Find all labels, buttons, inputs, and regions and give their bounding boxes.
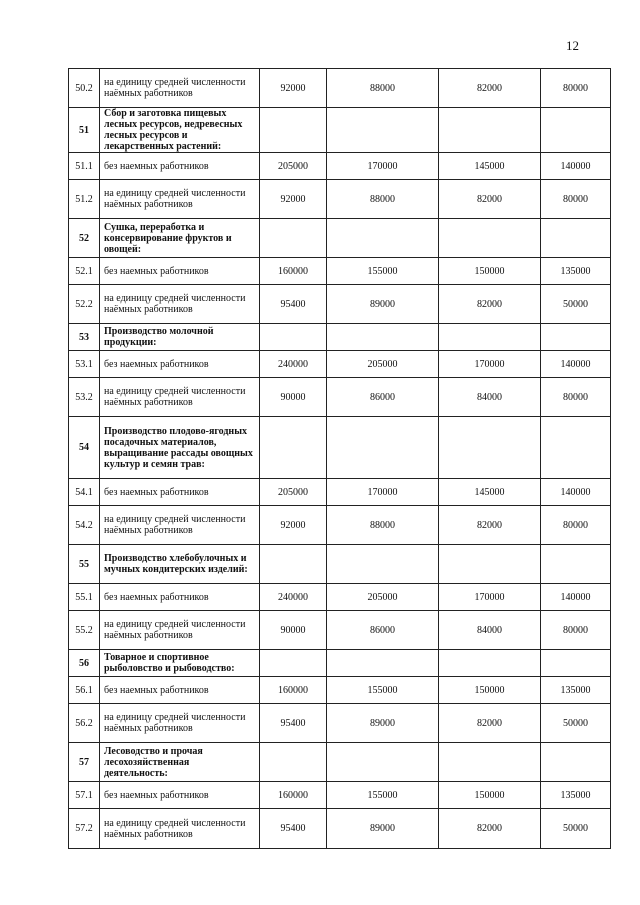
value-cell: 140000 bbox=[541, 479, 611, 506]
value-cell bbox=[260, 417, 327, 479]
value-cell: 88000 bbox=[327, 506, 439, 545]
row-name: на единицу средней численности наёмных работников bbox=[100, 285, 260, 324]
value-cell: 82000 bbox=[439, 506, 541, 545]
value-cell bbox=[541, 108, 611, 153]
value-cell: 88000 bbox=[327, 180, 439, 219]
value-cell: 155000 bbox=[327, 258, 439, 285]
value-cell: 86000 bbox=[327, 611, 439, 650]
table-row bbox=[69, 417, 611, 479]
row-number: 57.1 bbox=[69, 782, 100, 809]
value-cell: 150000 bbox=[439, 258, 541, 285]
row-name: Лесоводство и прочая лесохозяйственная деятельность: bbox=[100, 743, 260, 782]
row-number: 52.2 bbox=[69, 285, 100, 324]
row-number: 52 bbox=[69, 219, 100, 258]
row-name: Сбор и заготовка пищевых лесных ресурсов, недревесных лесных ресурсов и лекарственных растений: bbox=[100, 108, 260, 153]
table-row bbox=[69, 545, 611, 584]
value-cell bbox=[541, 417, 611, 479]
value-cell: 84000 bbox=[439, 378, 541, 417]
value-cell: 145000 bbox=[439, 479, 541, 506]
value-cell: 205000 bbox=[260, 479, 327, 506]
row-number: 56 bbox=[69, 650, 100, 677]
value-cell: 95400 bbox=[260, 704, 327, 743]
value-cell: 89000 bbox=[327, 809, 439, 849]
row-name: Производство хлебобулочных и мучных кондитерских изделий: bbox=[100, 545, 260, 584]
row-name: на единицу средней численности наёмных работников bbox=[100, 704, 260, 743]
row-number: 51 bbox=[69, 108, 100, 153]
value-cell: 170000 bbox=[439, 584, 541, 611]
value-cell: 95400 bbox=[260, 809, 327, 849]
row-name: без наемных работников bbox=[100, 479, 260, 506]
value-cell: 89000 bbox=[327, 285, 439, 324]
row-name: на единицу средней численности наёмных работников bbox=[100, 378, 260, 417]
value-cell: 82000 bbox=[439, 69, 541, 108]
value-cell: 89000 bbox=[327, 704, 439, 743]
value-cell bbox=[541, 324, 611, 351]
value-cell: 135000 bbox=[541, 258, 611, 285]
value-cell bbox=[260, 545, 327, 584]
table-row bbox=[69, 584, 611, 611]
value-cell: 50000 bbox=[541, 704, 611, 743]
value-cell: 95400 bbox=[260, 285, 327, 324]
table-row bbox=[69, 285, 611, 324]
value-cell bbox=[439, 417, 541, 479]
value-cell bbox=[541, 650, 611, 677]
table-row bbox=[69, 153, 611, 180]
row-number: 53 bbox=[69, 324, 100, 351]
value-cell: 135000 bbox=[541, 782, 611, 809]
value-cell: 145000 bbox=[439, 153, 541, 180]
value-cell: 140000 bbox=[541, 153, 611, 180]
value-cell: 82000 bbox=[439, 809, 541, 849]
value-cell: 50000 bbox=[541, 285, 611, 324]
row-number: 57 bbox=[69, 743, 100, 782]
value-cell: 205000 bbox=[327, 584, 439, 611]
row-number: 54 bbox=[69, 417, 100, 479]
table-row bbox=[69, 809, 611, 849]
value-cell: 140000 bbox=[541, 584, 611, 611]
row-number: 55 bbox=[69, 545, 100, 584]
row-name: Производство молочной продукции: bbox=[100, 324, 260, 351]
row-number: 54.2 bbox=[69, 506, 100, 545]
value-cell bbox=[260, 219, 327, 258]
value-cell: 240000 bbox=[260, 351, 327, 378]
value-cell: 80000 bbox=[541, 506, 611, 545]
value-cell: 80000 bbox=[541, 378, 611, 417]
table-row bbox=[69, 743, 611, 782]
row-name: Сушка, переработка и консервирование фруктов и овощей: bbox=[100, 219, 260, 258]
value-cell bbox=[439, 324, 541, 351]
value-cell bbox=[327, 108, 439, 153]
value-cell bbox=[541, 545, 611, 584]
value-cell bbox=[327, 219, 439, 258]
value-cell bbox=[327, 417, 439, 479]
table-row bbox=[69, 704, 611, 743]
table-row bbox=[69, 219, 611, 258]
row-number: 51.2 bbox=[69, 180, 100, 219]
table-row bbox=[69, 69, 611, 108]
row-number: 55.1 bbox=[69, 584, 100, 611]
value-cell: 82000 bbox=[439, 180, 541, 219]
row-name: без наемных работников bbox=[100, 258, 260, 285]
value-cell: 135000 bbox=[541, 677, 611, 704]
value-cell bbox=[439, 545, 541, 584]
row-name: на единицу средней численности наёмных работников bbox=[100, 809, 260, 849]
value-cell: 82000 bbox=[439, 704, 541, 743]
row-number: 53.1 bbox=[69, 351, 100, 378]
value-cell bbox=[541, 219, 611, 258]
table-row bbox=[69, 258, 611, 285]
table-row bbox=[69, 324, 611, 351]
value-cell: 160000 bbox=[260, 782, 327, 809]
value-cell: 160000 bbox=[260, 677, 327, 704]
value-cell bbox=[327, 324, 439, 351]
value-cell: 86000 bbox=[327, 378, 439, 417]
value-cell: 90000 bbox=[260, 378, 327, 417]
value-cell: 155000 bbox=[327, 782, 439, 809]
value-cell bbox=[260, 743, 327, 782]
value-cell: 170000 bbox=[327, 153, 439, 180]
value-cell bbox=[439, 219, 541, 258]
value-cell bbox=[327, 743, 439, 782]
value-cell: 205000 bbox=[327, 351, 439, 378]
value-cell: 140000 bbox=[541, 351, 611, 378]
value-cell: 205000 bbox=[260, 153, 327, 180]
row-name: на единицу средней численности наёмных работников bbox=[100, 69, 260, 108]
value-cell: 82000 bbox=[439, 285, 541, 324]
table-row bbox=[69, 782, 611, 809]
row-name: без наемных работников bbox=[100, 677, 260, 704]
table-row bbox=[69, 180, 611, 219]
table-row bbox=[69, 506, 611, 545]
value-cell: 88000 bbox=[327, 69, 439, 108]
row-name: Производство плодово-ягодных посадочных материалов, выращивание рассады овощных культур и семян трав: bbox=[100, 417, 260, 479]
row-number: 56.1 bbox=[69, 677, 100, 704]
row-name: без наемных работников bbox=[100, 153, 260, 180]
table-row bbox=[69, 479, 611, 506]
row-number: 56.2 bbox=[69, 704, 100, 743]
row-number: 51.1 bbox=[69, 153, 100, 180]
row-number: 53.2 bbox=[69, 378, 100, 417]
value-cell: 50000 bbox=[541, 809, 611, 849]
value-cell: 80000 bbox=[541, 69, 611, 108]
value-cell: 155000 bbox=[327, 677, 439, 704]
value-cell: 240000 bbox=[260, 584, 327, 611]
value-cell: 92000 bbox=[260, 506, 327, 545]
value-cell: 170000 bbox=[327, 479, 439, 506]
value-cell: 80000 bbox=[541, 611, 611, 650]
value-cell bbox=[541, 743, 611, 782]
row-number: 50.2 bbox=[69, 69, 100, 108]
value-cell: 92000 bbox=[260, 180, 327, 219]
value-cell bbox=[327, 545, 439, 584]
row-number: 55.2 bbox=[69, 611, 100, 650]
table-row bbox=[69, 677, 611, 704]
row-name: на единицу средней численности наёмных работников bbox=[100, 506, 260, 545]
value-cell: 84000 bbox=[439, 611, 541, 650]
value-cell bbox=[260, 108, 327, 153]
row-number: 57.2 bbox=[69, 809, 100, 849]
value-cell: 170000 bbox=[439, 351, 541, 378]
row-name: без наемных работников bbox=[100, 584, 260, 611]
table-row bbox=[69, 108, 611, 153]
row-name: без наемных работников bbox=[100, 351, 260, 378]
value-cell bbox=[439, 650, 541, 677]
rates-table bbox=[68, 68, 611, 849]
value-cell bbox=[260, 324, 327, 351]
table-row bbox=[69, 351, 611, 378]
row-number: 52.1 bbox=[69, 258, 100, 285]
page-number: 12 bbox=[566, 38, 579, 53]
table-body bbox=[69, 69, 611, 849]
value-cell: 160000 bbox=[260, 258, 327, 285]
row-name: Товарное и спортивное рыболовство и рыбоводство: bbox=[100, 650, 260, 677]
value-cell: 90000 bbox=[260, 611, 327, 650]
row-name: без наемных работников bbox=[100, 782, 260, 809]
value-cell bbox=[439, 743, 541, 782]
table-row bbox=[69, 650, 611, 677]
value-cell bbox=[439, 108, 541, 153]
table-row bbox=[69, 378, 611, 417]
value-cell: 150000 bbox=[439, 782, 541, 809]
value-cell: 80000 bbox=[541, 180, 611, 219]
value-cell bbox=[260, 650, 327, 677]
table-row bbox=[69, 611, 611, 650]
row-name: на единицу средней численности наёмных работников bbox=[100, 611, 260, 650]
value-cell: 92000 bbox=[260, 69, 327, 108]
row-number: 54.1 bbox=[69, 479, 100, 506]
row-name: на единицу средней численности наёмных работников bbox=[100, 180, 260, 219]
value-cell: 150000 bbox=[439, 677, 541, 704]
value-cell bbox=[327, 650, 439, 677]
